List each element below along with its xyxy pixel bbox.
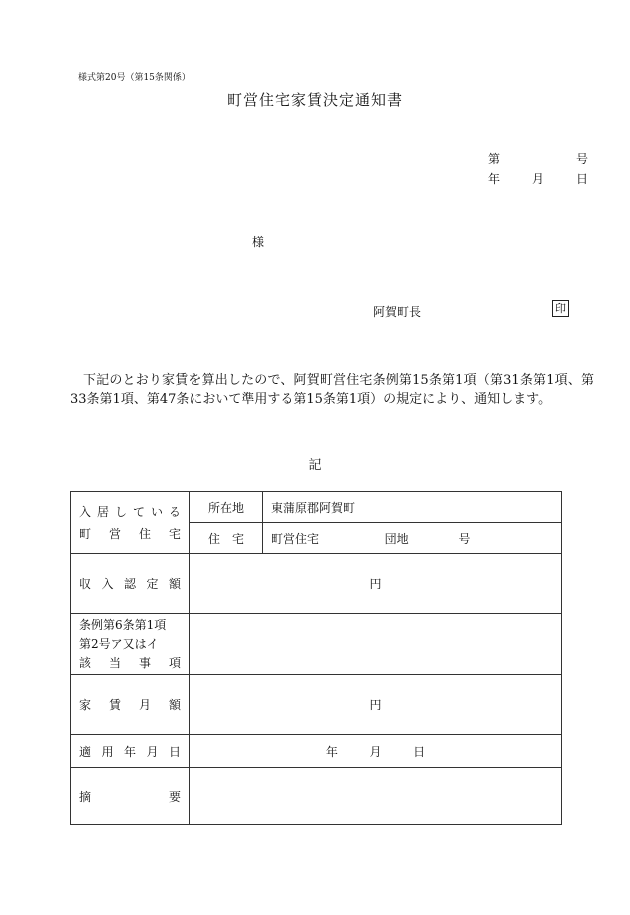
date-month: 月 [531, 172, 544, 186]
ordinance-value [190, 614, 562, 675]
addressee-suffix: 様 [252, 235, 265, 249]
table-row [71, 768, 562, 825]
table-row [71, 492, 562, 523]
number-prefix: 第 [488, 152, 501, 166]
sender-name: 阿賀町長 [373, 305, 422, 319]
house-value [263, 523, 562, 554]
notice-body-text: 下記のとおり家賃を算出したので、阿賀町営住宅条例第15条第1項（第31条第1項、第33条第1項、第47条において準用する第15条第1項）の規定により、通知します。 [70, 373, 594, 407]
document-number-line [488, 150, 588, 167]
form-number: 様式第20号（第15条関係） [78, 73, 191, 83]
rent-label: 家 賃 月 額 [71, 675, 190, 735]
applied-date-label: 適 用 年 月 日 [71, 735, 190, 768]
house-label: 住 宅 [190, 523, 263, 554]
rent-value [190, 675, 562, 735]
document-title: 町営住宅家賃決定通知書 [226, 91, 403, 109]
income-unit: 円 [369, 577, 382, 591]
table-row [71, 735, 562, 768]
go-label: 号 [458, 531, 471, 546]
income-label: 収 入 認 定 額 [71, 554, 190, 614]
table-row [71, 554, 562, 614]
income-value [190, 554, 562, 614]
danchi-label: 団地 [384, 531, 409, 546]
table-row [71, 675, 562, 735]
rent-unit: 円 [369, 698, 382, 712]
location-value: 東蒲原郡阿賀町 [263, 492, 562, 523]
location-label: 所在地 [190, 492, 263, 523]
remarks-value [190, 768, 562, 825]
notice-details-table [70, 491, 562, 825]
date-day: 日 [575, 172, 588, 186]
applied-date-value: 年 月 日 [190, 735, 562, 768]
remarks-label: 摘 要 [71, 768, 190, 825]
table-row [71, 614, 562, 675]
date-year: 年 [488, 172, 501, 186]
house-name: 町営住宅 [271, 531, 320, 546]
document-date-line [488, 170, 588, 187]
seal-icon: 印 [552, 300, 569, 317]
residence-label: 入 居 し て い る 町 営 住 宅 [71, 492, 190, 554]
ordinance-label: 条例第6条第1項 第2号ア又はイ 該 当 事 項 [71, 614, 190, 675]
ki-heading: 記 [308, 458, 322, 473]
number-suffix: 号 [575, 152, 588, 166]
